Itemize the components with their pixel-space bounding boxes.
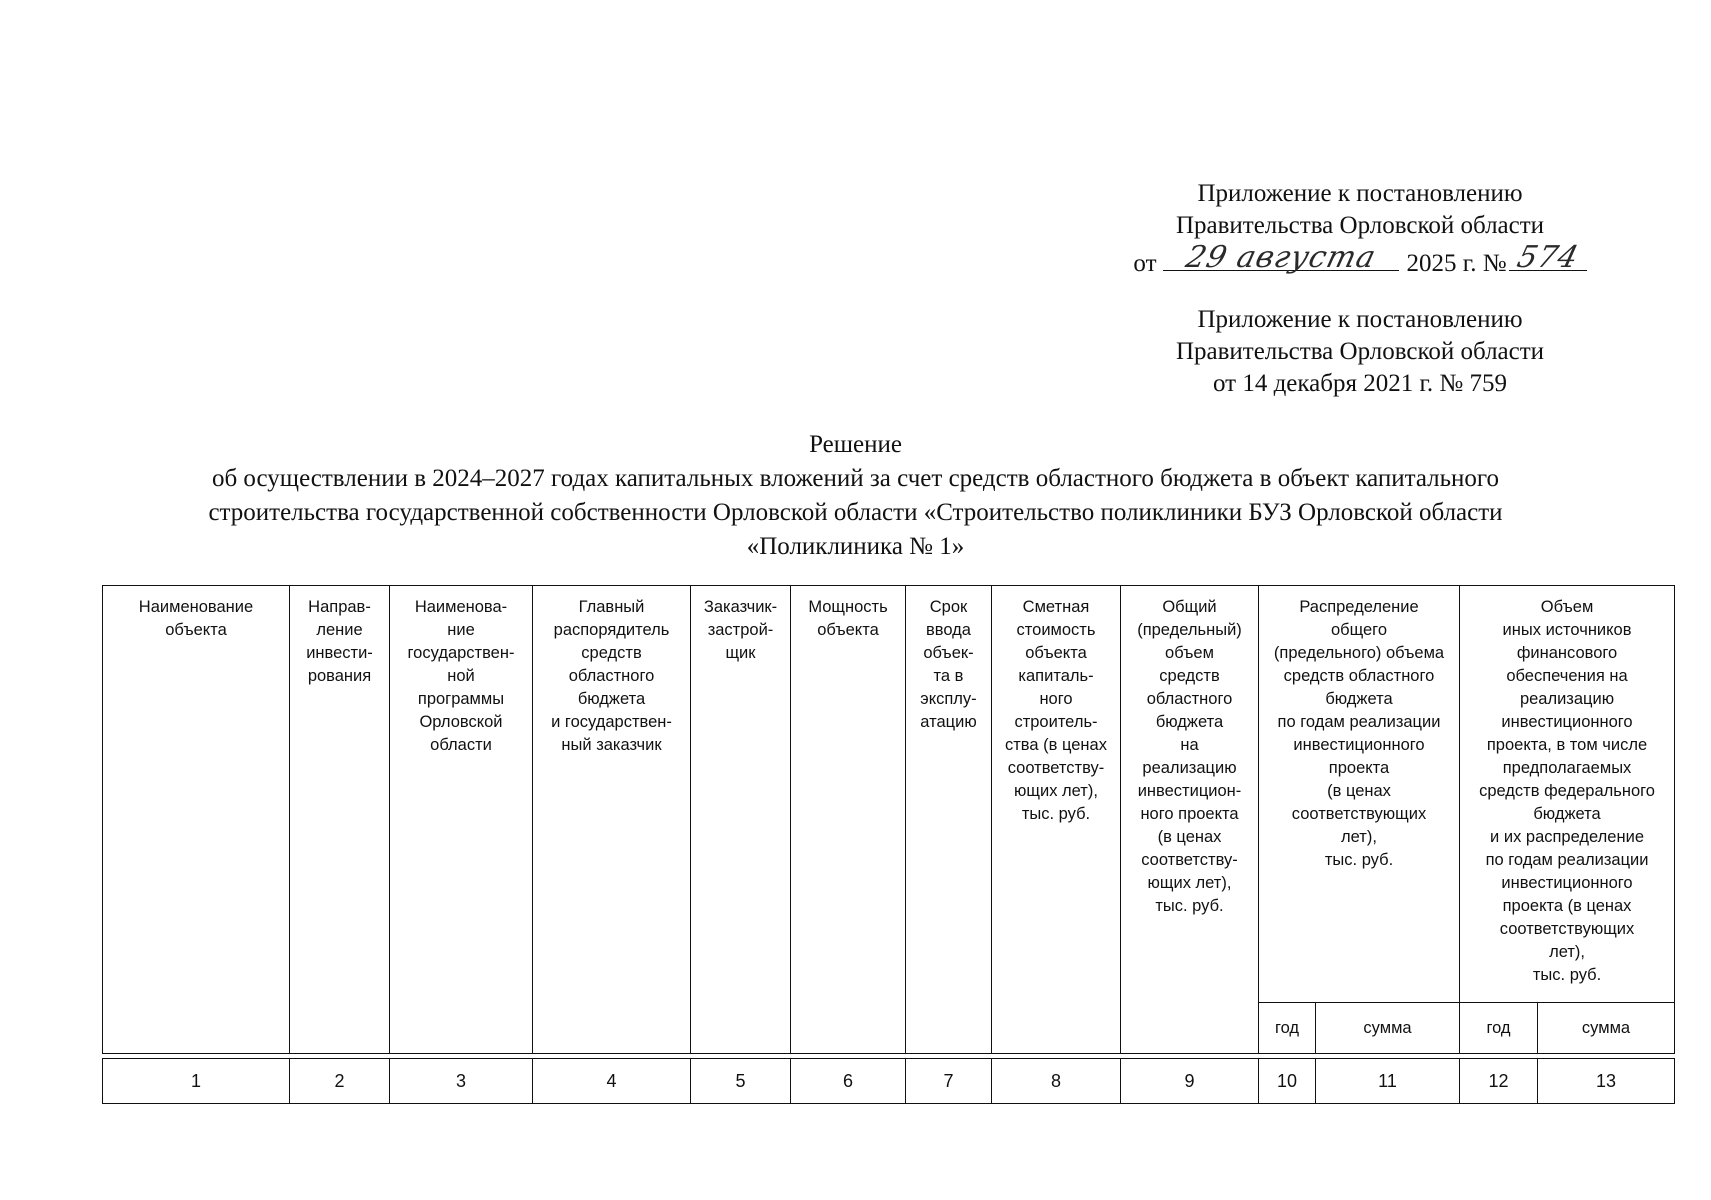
header-row — [103, 586, 1675, 1003]
date-fill-line — [1163, 240, 1399, 275]
subheader-amount-budget: сумма — [1316, 1003, 1460, 1054]
handwritten-date: 29 августа — [1181, 240, 1380, 275]
column-number: 5 — [691, 1059, 791, 1104]
appendix-new-date-line — [1080, 242, 1640, 280]
column-number: 1 — [103, 1059, 290, 1104]
column-number: 11 — [1316, 1059, 1460, 1104]
subheader-amount-other: сумма — [1538, 1003, 1675, 1054]
subheader-year-budget: год — [1259, 1003, 1316, 1054]
header-object-name: Наименование объекта — [103, 586, 290, 1054]
appendix-old-line1: Приложение к постановлению — [1197, 306, 1523, 333]
appendix-new-year-label: 2025 г. № — [1406, 250, 1507, 277]
header-total-budget: Общий (предельный) объем средств областного бюджета на реализацию инвестицион- ного проекта (в ценах соответству- ющих лет), тыс. руб. — [1121, 586, 1259, 1054]
decision-title — [60, 428, 1651, 564]
column-number: 10 — [1259, 1059, 1316, 1104]
decision-heading: Решение — [809, 431, 902, 458]
header-commissioning-date: Срок ввода объек- та в эксплу- атацию — [906, 586, 992, 1054]
header-investment-direction: Направ- ление инвести- рования — [290, 586, 390, 1054]
appendix-new-line1: Приложение к постановлению — [1197, 180, 1523, 207]
decision-title-line3: «Поликлиника № 1» — [746, 533, 965, 560]
column-number: 9 — [1121, 1059, 1259, 1104]
investment-table — [102, 585, 1675, 1104]
header-chief-manager: Главный распорядитель средств областного бюджета и государствен- ный заказчик — [533, 586, 691, 1054]
header-budget-distribution: Распределение общего (предельного) объема средств областного бюджета по годам реализации инвестиционного проекта (в ценах соответствующих лет), тыс. руб. — [1259, 586, 1460, 1003]
column-number: 7 — [906, 1059, 992, 1104]
handwritten-number: 574 — [1513, 240, 1583, 275]
decision-title-line2: строительства государственной собственности Орловской области «Строительство поликлиники БУЗ Орловской области — [208, 499, 1503, 526]
header-estimated-cost: Сметная стоимость объекта капиталь- ного строитель- ства (в ценах соответству- ющих лет), тыс. руб. — [992, 586, 1121, 1054]
column-number: 13 — [1538, 1059, 1675, 1104]
column-number: 4 — [533, 1059, 691, 1104]
appendix-new-block — [1080, 178, 1640, 280]
column-number: 12 — [1460, 1059, 1538, 1104]
appendix-new-from-label: от — [1133, 250, 1157, 277]
column-number-row — [103, 1059, 1675, 1104]
column-number: 3 — [390, 1059, 533, 1104]
column-number: 2 — [290, 1059, 390, 1104]
column-number: 6 — [791, 1059, 906, 1104]
appendix-old-block — [1080, 304, 1640, 400]
appendix-new-line2: Правительства Орловской области — [1175, 212, 1545, 239]
appendix-old-line2: Правительства Орловской области — [1175, 338, 1545, 365]
header-state-program: Наименова- ние государствен- ной программы Орловской области — [390, 586, 533, 1054]
column-number: 8 — [992, 1059, 1121, 1104]
appendix-old-line3: от 14 декабря 2021 г. № 759 — [1212, 370, 1508, 397]
subheader-year-other: год — [1460, 1003, 1538, 1054]
decision-title-line1: об осуществлении в 2024–2027 годах капитальных вложений за счет средств областного бюджета в объект капитального — [211, 465, 1500, 492]
header-customer-developer: Заказчик- застрой- щик — [691, 586, 791, 1054]
header-other-sources: Объем иных источников финансового обеспечения на реализацию инвестиционного проекта, в том числе предполагаемых средств федерального бюджета и их распределение по годам реализации инвестиционного проекта (в ценах соответствующих лет), тыс. руб. — [1460, 586, 1675, 1003]
header-capacity: Мощность объекта — [791, 586, 906, 1054]
number-fill-line — [1509, 240, 1587, 275]
